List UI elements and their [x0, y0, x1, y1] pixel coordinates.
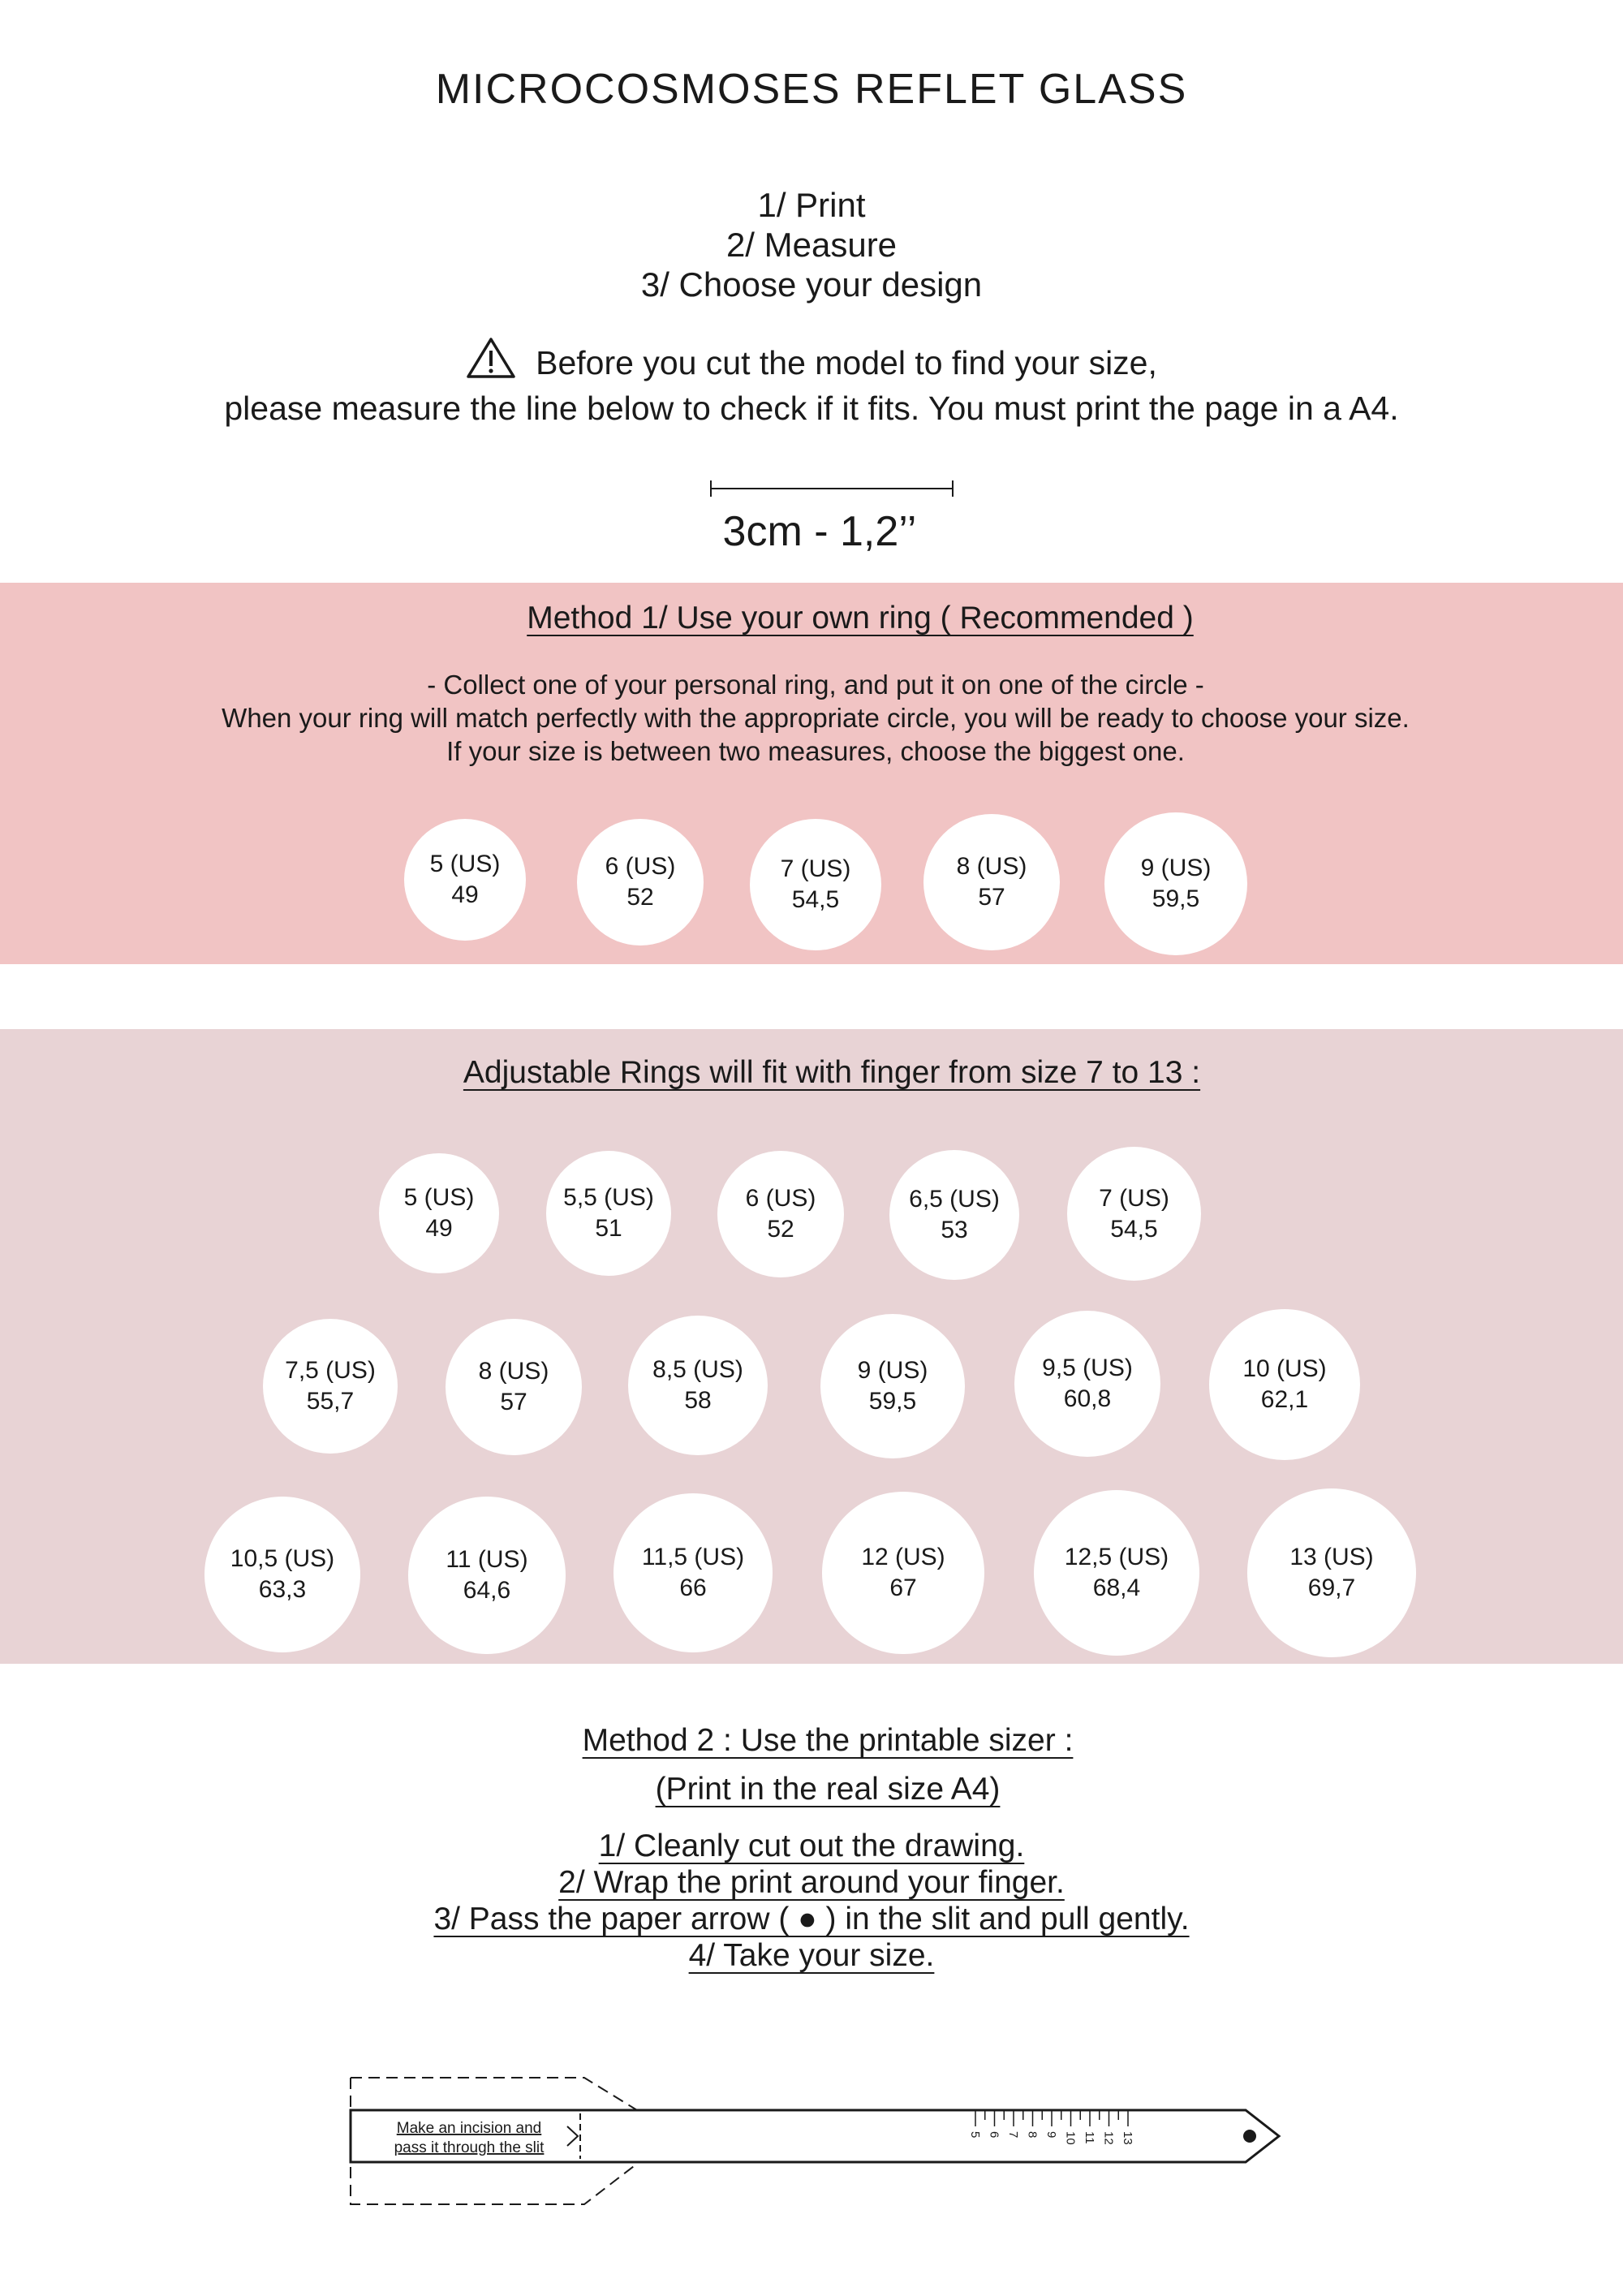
method1-description [4, 668, 1623, 768]
method1-line: - Collect one of your personal ring, and put it on one of the circle - [427, 670, 1204, 700]
ring-size-circle [446, 1319, 582, 1455]
size-us: 10,5 (US) [230, 1545, 335, 1572]
size-eu: 52 [767, 1216, 794, 1243]
ring-size-circle [628, 1316, 768, 1455]
ring-size-circle [1034, 1490, 1199, 1656]
scale-label: 3cm - 1,2’’ [722, 508, 917, 555]
size-eu: 59,5 [1152, 885, 1200, 912]
size-eu: 64,6 [463, 1577, 511, 1604]
method2-step: 1/ Cleanly cut out the drawing. [598, 1829, 1025, 1863]
size-us: 9 (US) [857, 1357, 928, 1384]
ring-size-circle [408, 1497, 566, 1654]
sizer-scale-number: 9 [1044, 2131, 1058, 2139]
size-us: 9,5 (US) [1042, 1355, 1133, 1381]
method2-step: 3/ Pass the paper arrow ( ● ) in the slit and pull gently. [433, 1902, 1190, 1936]
method2-step: 4/ Take your size. [688, 1938, 935, 1973]
method1-line: If your size is between two measures, choose the biggest one. [446, 736, 1185, 766]
size-us: 7 (US) [1099, 1184, 1169, 1212]
size-us: 6,5 (US) [909, 1186, 1000, 1213]
size-eu: 67 [889, 1574, 917, 1601]
ring-size-circle [923, 814, 1060, 950]
ring-size-circle [750, 819, 881, 950]
page-title: MICROCOSMOSES REFLET GLASS [435, 66, 1188, 113]
size-eu: 49 [451, 881, 479, 908]
method2-steps [0, 1828, 1623, 1974]
sizer-scale-number: 10 [1063, 2131, 1078, 2145]
size-us: 12 (US) [861, 1544, 945, 1570]
scale-line [706, 477, 958, 500]
ring-size-circle [577, 819, 704, 946]
method2-heading: Method 2 : Use the printable sizer : [582, 1723, 1074, 1758]
size-us: 6 (US) [605, 853, 676, 880]
size-us: 12,5 (US) [1064, 1544, 1169, 1570]
intro-step: 1/ Print [757, 186, 866, 224]
intro-step: 3/ Choose your design [640, 265, 983, 304]
size-eu: 51 [595, 1215, 622, 1242]
sizer-scale-number: 7 [1006, 2131, 1020, 2139]
size-us: 9 (US) [1140, 855, 1212, 881]
warning-line-2: please measure the line below to check if it fits. You must print the page in a A4. [224, 390, 1399, 427]
size-eu: 49 [425, 1215, 453, 1242]
warning-line-1: Before you cut the model to find your size, [536, 344, 1157, 381]
ring-size-circle [889, 1150, 1019, 1280]
ring-size-circle [1067, 1147, 1201, 1281]
ring-size-circle [1014, 1311, 1160, 1457]
size-eu: 55,7 [306, 1388, 355, 1415]
size-eu: 54,5 [791, 886, 840, 913]
size-eu: 58 [684, 1387, 712, 1414]
intro-steps [0, 185, 1623, 304]
size-us: 5 (US) [429, 851, 501, 877]
size-us: 8,5 (US) [652, 1356, 743, 1383]
sizer-instruction: pass it through the slit [394, 2139, 545, 2156]
size-us: 13 (US) [1289, 1544, 1374, 1570]
sizer-scale-number: 12 [1101, 2131, 1116, 2145]
size-eu: 54,5 [1110, 1215, 1158, 1243]
sizer-scale-number: 11 [1083, 2131, 1096, 2144]
size-us: 5,5 (US) [563, 1184, 654, 1211]
ring-size-circle [820, 1314, 965, 1458]
size-us: 8 (US) [956, 853, 1027, 880]
size-eu: 59,5 [868, 1388, 917, 1415]
sizer-scale-number: 8 [1025, 2131, 1040, 2139]
sizer-scale-number: 6 [987, 2131, 1001, 2139]
size-eu: 52 [626, 884, 654, 911]
method1-heading: Method 1/ Use your own ring ( Recommended ) [527, 601, 1194, 635]
ring-size-circle [1209, 1309, 1360, 1460]
size-eu: 66 [679, 1574, 707, 1601]
ring-size-circle [379, 1153, 499, 1273]
ring-size-circle [1104, 812, 1247, 955]
size-us: 10 (US) [1242, 1355, 1327, 1382]
sizer-arrow-dot [1243, 2130, 1256, 2143]
size-eu: 57 [500, 1389, 527, 1415]
size-eu: 62,1 [1260, 1386, 1309, 1413]
size-eu: 60,8 [1063, 1385, 1112, 1412]
sizer-scale-number: 13 [1121, 2131, 1134, 2145]
size-eu: 69,7 [1307, 1574, 1356, 1601]
size-us: 8 (US) [478, 1358, 549, 1385]
adjustable-heading: Adjustable Rings will fit with finger from size 7 to 13 : [463, 1055, 1201, 1090]
sizer-scale-number: 5 [968, 2131, 982, 2139]
size-us: 6 (US) [745, 1185, 816, 1212]
size-us: 5 (US) [403, 1184, 475, 1211]
sizer-instruction: Make an incision and [396, 2120, 542, 2137]
size-eu: 57 [978, 884, 1005, 911]
ring-size-circle [1247, 1488, 1416, 1657]
size-eu: 53 [941, 1217, 968, 1243]
size-us: 7,5 (US) [285, 1357, 376, 1384]
ring-size-circle [204, 1497, 360, 1652]
size-us: 11 (US) [446, 1546, 528, 1573]
method2-subheading: (Print in the real size A4) [655, 1772, 1001, 1807]
warning-icon [466, 337, 516, 388]
size-us: 7 (US) [780, 855, 851, 882]
intro-step: 2/ Measure [725, 226, 898, 264]
ring-size-circle [404, 819, 526, 941]
method1-line: When your ring will match perfectly with the appropriate circle, you will be ready to choose your size. [222, 703, 1410, 733]
size-eu: 68,4 [1092, 1574, 1141, 1601]
ring-size-circle [613, 1493, 773, 1652]
ring-size-circle [717, 1151, 844, 1277]
size-eu: 63,3 [258, 1576, 307, 1603]
ring-size-circle [546, 1151, 671, 1276]
size-us: 11,5 (US) [641, 1544, 745, 1570]
ring-size-circle [263, 1319, 398, 1454]
ring-size-circle [822, 1492, 984, 1654]
print-warning [0, 337, 1623, 429]
method2-step: 2/ Wrap the print around your finger. [558, 1865, 1065, 1900]
printable-sizer [341, 2068, 1298, 2214]
